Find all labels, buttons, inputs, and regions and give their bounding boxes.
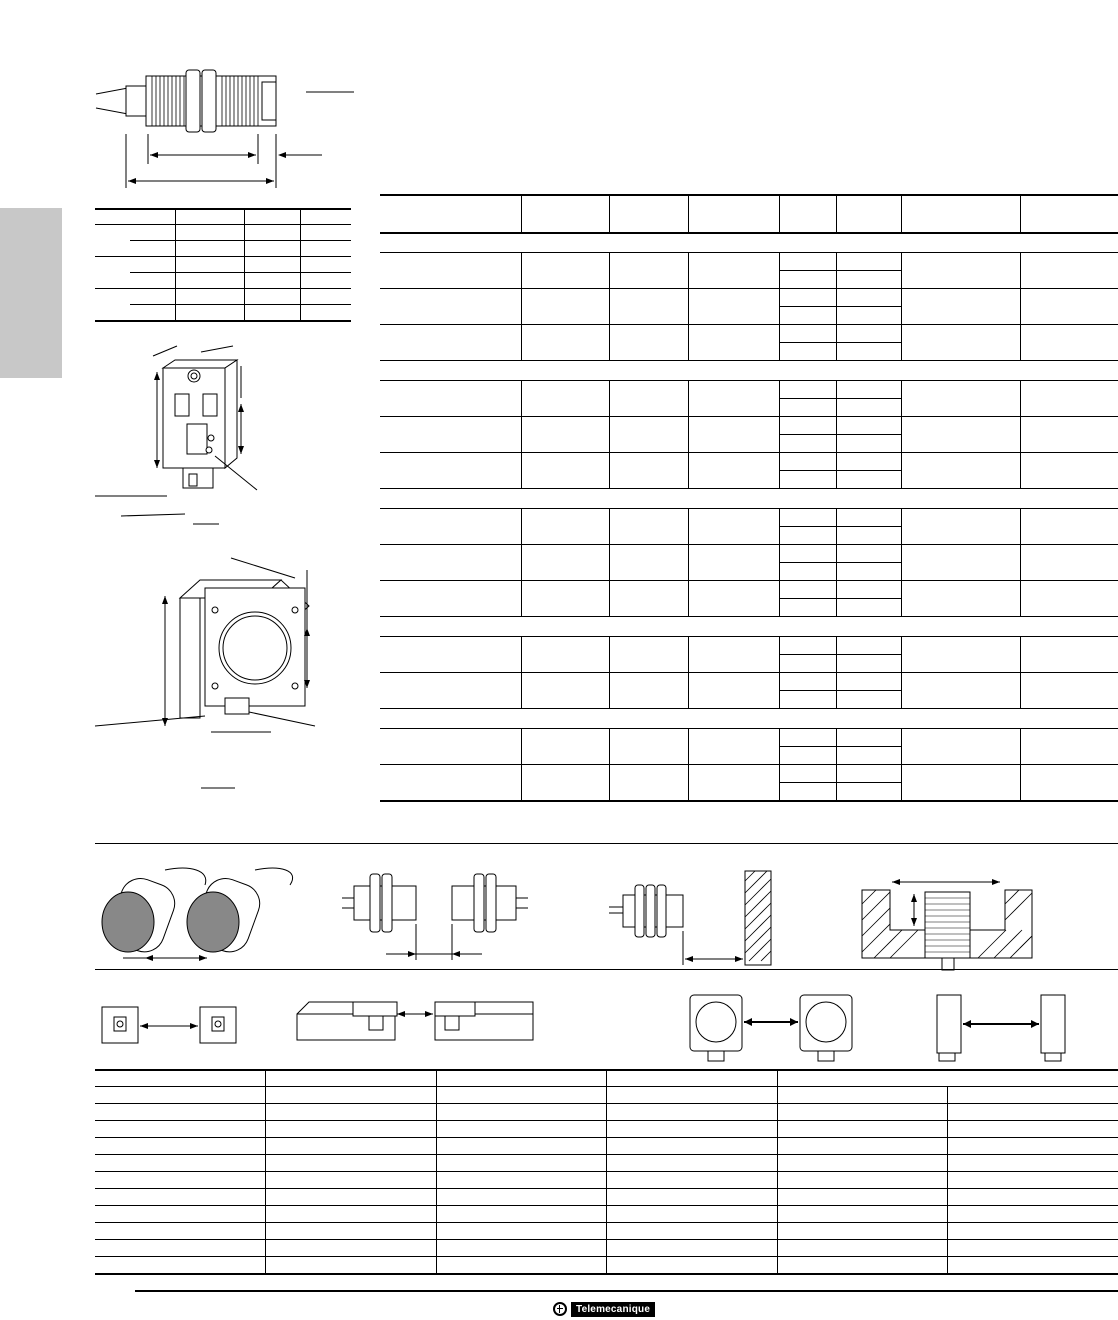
side-by-side-cylindrical-mounting (95, 860, 295, 965)
side-by-side-square-mounting (935, 993, 1075, 1068)
face-to-face-rectangular-mounting (100, 1005, 240, 1045)
cylindrical-sensor-drawing (90, 60, 360, 195)
section-tab (0, 208, 62, 378)
telemecanique-logo-icon (553, 1302, 567, 1316)
brand-logo (553, 1300, 655, 1318)
distance-to-metal-mounting (605, 865, 775, 965)
flush-mounting-in-metal (860, 870, 1035, 970)
rectangular-sensor-drawing (95, 338, 360, 528)
side-by-side-flat-mounting (295, 1000, 540, 1045)
face-to-face-cylindrical-mounting (340, 862, 540, 962)
face-to-face-square-mounting (688, 993, 858, 1068)
footer-rule (135, 1290, 1118, 1292)
main-table-top-rule (380, 194, 1118, 196)
brand-name: Telemecanique (571, 1302, 655, 1317)
square-sensor-drawing (95, 548, 360, 798)
